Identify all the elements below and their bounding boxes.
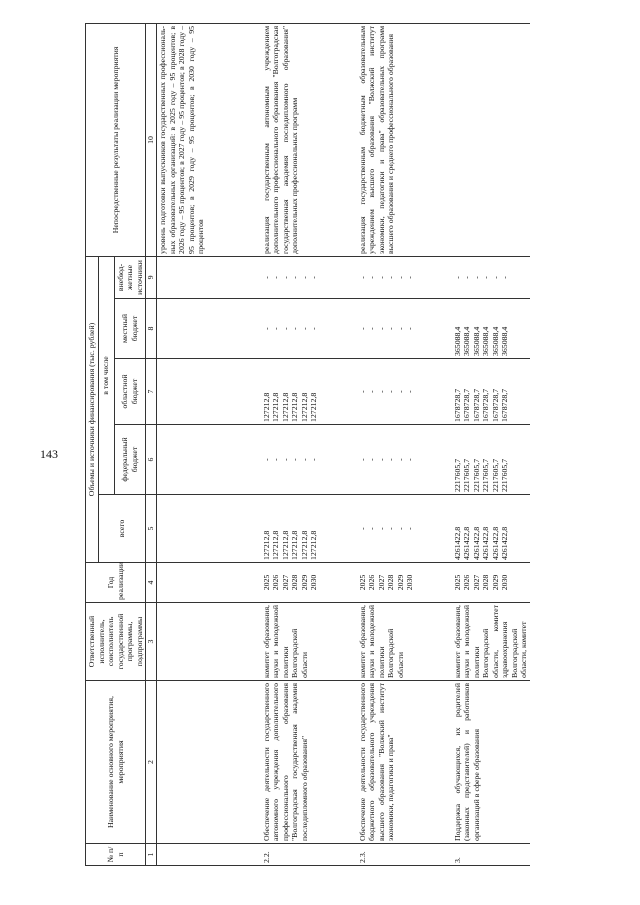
row-federal: - - - - - -: [357, 425, 452, 495]
rotated-table-page: [85, 24, 605, 866]
header-name: Наименование основного мероприятия, мероприятия: [86, 681, 146, 844]
row-extra: - - - - - -: [357, 256, 452, 298]
header-num: № п/п: [86, 844, 146, 866]
header-row-1: [86, 23, 99, 865]
col-number: 1: [146, 844, 157, 866]
header-total: всего: [98, 495, 146, 563]
carry-over-row: [157, 23, 261, 865]
row-total: 127212,8 127212,8 127212,8 127212,8 127212,8 127212,8: [261, 495, 357, 563]
row-executor: комитет образования, науки и молодежной политики Волгоградской области, комитет здравоохранения Волгоградской области, комитет: [452, 603, 530, 681]
row-years: 2025 2026 2027 2028 2029 2030: [357, 563, 452, 603]
row-regional: - - - - - -: [357, 359, 452, 425]
header-regional: областной бюджет: [114, 359, 146, 425]
row-local: - - - - - -: [261, 299, 357, 359]
column-number-row: [146, 23, 157, 865]
row-federal: 2217605,7 2217605,7 2217605,7 2217605,7 2217605,7 2217605,7: [452, 425, 530, 495]
col-number: 10: [146, 23, 157, 256]
row-num: 3.: [452, 844, 530, 866]
row-regional: 127212,8 127212,8 127212,8 127212,8 127212,8 127212,8: [261, 359, 357, 425]
row-executor: комитет образования, науки и молодежной политики Волгоградской области: [357, 603, 452, 681]
carry-over-result: уровень подготовки выпускников государственных профессиональ-ных образовательных организаций: в 2025 году – 95 процентов; в 2026 году – 95 процентов; в 2027 году – 95 процентов; в 2028 году – 95 процентов; в 2029 году – 95 процентов; в 2030 году – 95 процентов: [157, 23, 261, 256]
row-result: реализация государственным автономным учреждением дополнительного профессионального образования "Волгоградская государственная академия последипломного образования" дополнительных профессиональных программ: [261, 23, 357, 256]
table-row-3: [452, 23, 530, 865]
col-number: 3: [146, 603, 157, 681]
row-extra: - - - - - -: [261, 256, 357, 298]
row-total: 4261422,8 4261422,8 4261422,8 4261422,8 4261422,8 4261422,8: [452, 495, 530, 563]
header-funding: Объемы и источники финансирования (тыс. рублей): [86, 256, 99, 562]
header-federal: федеральный бюджет: [114, 425, 146, 495]
row-local: - - - - - -: [357, 299, 452, 359]
row-federal: - - - - - -: [261, 425, 357, 495]
header-executor: Ответственный исполнитель, соисполнитель государственной программы, подпрограммы: [86, 603, 146, 681]
row-extra: - - - - - -: [452, 256, 530, 298]
row-result: реализация государственным бюджетным образовательным учреждением высшего образования "Волжский институт экономики, педагогики и права" образовательных программ высшего образования и среднего профессионального образования: [357, 23, 452, 256]
row-name: Обеспечение деятельности государственного бюджетного образовательного учреждения высшего образования "Волжский институт экономики, педагогики и права": [357, 681, 452, 844]
row-years: 2025 2026 2027 2028 2029 2030: [261, 563, 357, 603]
col-number: 2: [146, 681, 157, 844]
col-number: 7: [146, 359, 157, 425]
header-including: в том числе: [98, 256, 114, 494]
row-num: 2.2.: [261, 844, 357, 866]
row-name: Поддержка обучающихся, их родителей (законных представителей) и работников организаций в сфере образования: [452, 681, 530, 844]
header-extra: внебюд-жетные источники: [114, 256, 146, 298]
program-table: [85, 23, 530, 866]
col-number: 5: [146, 495, 157, 563]
table-row-2-3: [357, 23, 452, 865]
page-number: 143: [40, 447, 58, 461]
header-results: Непосредственные результаты реализации мероприятия: [86, 23, 146, 256]
row-total: - - - - - -: [357, 495, 452, 563]
row-result: [452, 23, 530, 256]
row-local: 365088,4 365088,4 365088,4 365088,4 365088,4 365088,4: [452, 299, 530, 359]
col-number: 9: [146, 256, 157, 298]
row-name: Обеспечение деятельности государственного автономного учреждения дополнительного профессионального образования "Волгоградская государственная академия последипломного образования": [261, 681, 357, 844]
col-number: 6: [146, 425, 157, 495]
row-regional: 1678728,7 1678728,7 1678728,7 1678728,7 1678728,7 1678728,7: [452, 359, 530, 425]
header-local: местный бюджет: [114, 299, 146, 359]
row-years: 2025 2026 2027 2028 2029 2030: [452, 563, 530, 603]
col-number: 4: [146, 563, 157, 603]
header-year: Год реализации: [86, 563, 146, 603]
row-executor: комитет образования, науки и молодежной политики Волгоградской области: [261, 603, 357, 681]
row-num: 2.3.: [357, 844, 452, 866]
table-row-2-2: [261, 23, 357, 865]
col-number: 8: [146, 299, 157, 359]
